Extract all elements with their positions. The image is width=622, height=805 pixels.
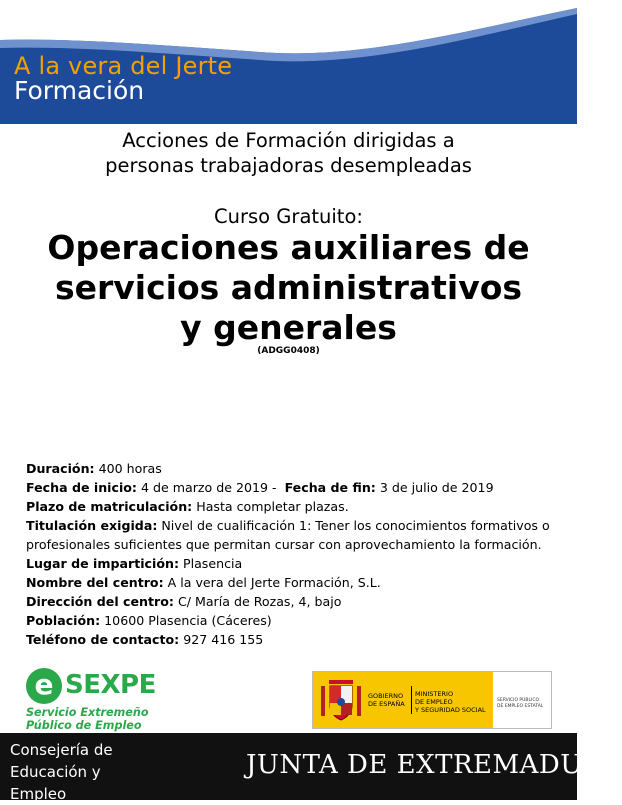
ministerio-text-line: Y SEGURIDAD SOCIAL [415, 706, 486, 714]
detail-direccion [26, 592, 566, 611]
gobierno-logo [312, 671, 552, 729]
detail-value: Plasencia [183, 556, 243, 571]
ministerio-text-line: DE EMPLEO [415, 698, 453, 706]
sexpe-e-icon: e [26, 668, 62, 704]
course-title-line-3: y generales [180, 308, 397, 347]
sepe-text [497, 698, 543, 709]
gobierno-text-line: DE ESPAÑA [368, 700, 405, 708]
ministerio-text-line: MINISTERIO [415, 690, 454, 698]
header-banner [0, 0, 577, 124]
detail-label: Población: [26, 613, 101, 628]
junta-extremadura-logo: JUNTA DE EXTREMADURA [246, 750, 622, 780]
detail-duracion [26, 459, 566, 478]
detail-label: Titulación exigida: [26, 518, 158, 533]
intro-text [0, 128, 577, 178]
intro-line-2: personas trabajadoras desempleadas [105, 154, 472, 177]
consejeria-text [10, 739, 190, 805]
course-kind: Curso Gratuito: [214, 205, 363, 228]
consejeria-line-1: Consejería de Educación y [10, 741, 113, 781]
course-title-line-2: servicios administrativos [54, 268, 523, 307]
detail-value: Nivel de cualificación 1: Tener los conocimientos formativos o profesionales suficientes que permitan cursar con aprovechamiento la formación. [26, 518, 550, 552]
detail-value: 3 de julio de 2019 [379, 480, 494, 495]
gobierno-divider [411, 686, 412, 714]
gobierno-text [368, 692, 405, 708]
detail-poblacion [26, 611, 566, 630]
detail-telefono [26, 630, 566, 649]
sepe-text-line: DE EMPLEO ESTATAL [497, 703, 544, 709]
detail-value: 4 de marzo de 2019 - [140, 480, 277, 495]
detail-label: Plazo de matriculación: [26, 499, 193, 514]
detail-plazo [26, 497, 566, 516]
detail-value: A la vera del Jerte Formación, S.L. [167, 575, 381, 590]
detail-lugar [26, 554, 566, 573]
spain-coat-of-arms-icon [319, 676, 363, 724]
detail-label: Fecha de fin: [284, 480, 376, 495]
sepe-text-line: SERVICIO PÚBLICO [497, 698, 540, 703]
sexpe-name: SEXPE [65, 670, 156, 700]
intro-line-1: Acciones de Formación dirigidas a [122, 129, 455, 152]
detail-label: Teléfono de contacto: [26, 632, 180, 647]
detail-label: Duración: [26, 461, 95, 476]
detail-value: 927 416 155 [183, 632, 264, 647]
detail-value: Hasta completar plazas. [196, 499, 349, 514]
course-code: (ADGG0408) [257, 346, 320, 356]
detail-label: Lugar de impartición: [26, 556, 179, 571]
detail-value: C/ María de Rozas, 4, bajo [177, 594, 342, 609]
brand-subtitle: Formación [14, 76, 145, 105]
sexpe-subtitle-1: Servicio Extremeño [26, 706, 149, 719]
detail-value: 400 horas [98, 461, 162, 476]
course-title-line-1: Operaciones auxiliares de [47, 228, 530, 267]
footer-bar [0, 733, 622, 803]
gobierno-text-line: GOBIERNO [368, 692, 404, 700]
consejeria-line-2: Empleo [10, 785, 67, 803]
detail-fechas [26, 478, 566, 497]
detail-label: Fecha de inicio: [26, 480, 137, 495]
detail-centro [26, 573, 566, 592]
detail-label: Dirección del centro: [26, 594, 174, 609]
course-title [0, 228, 577, 348]
sexpe-logo [26, 664, 176, 732]
detail-label: Nombre del centro: [26, 575, 164, 590]
ministerio-text [415, 690, 486, 714]
detail-titulacion [26, 516, 566, 554]
detail-value: 10600 Plasencia (Cáceres) [104, 613, 272, 628]
sexpe-subtitle-2: Público de Empleo [26, 719, 142, 732]
course-details [26, 459, 566, 649]
brand-name: A la vera del Jerte [14, 52, 233, 80]
